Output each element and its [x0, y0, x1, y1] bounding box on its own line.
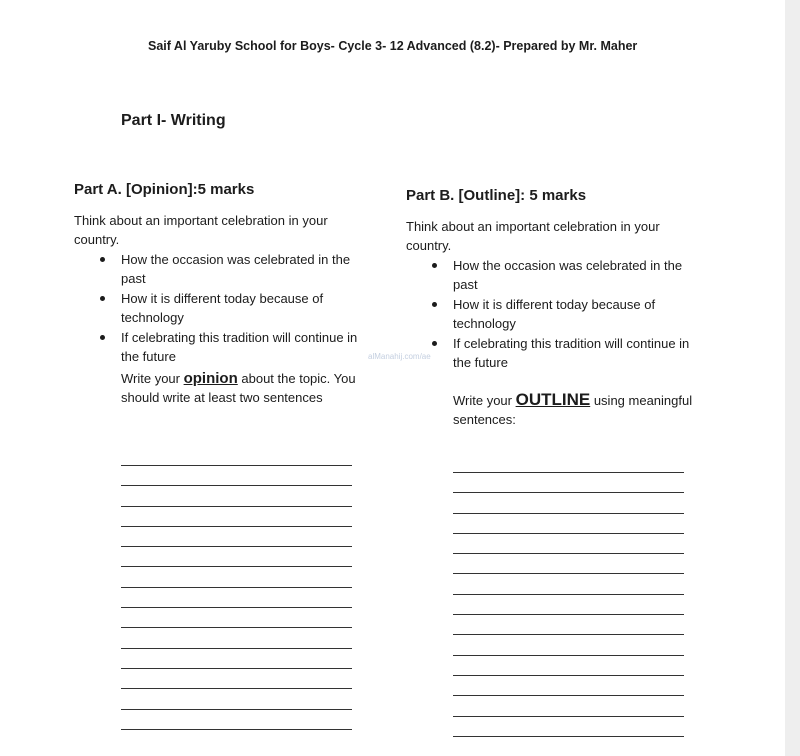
part-b-section — [406, 186, 706, 430]
part-a-title: Part A. [Opinion]:5 marks — [74, 181, 255, 198]
writing-line[interactable] — [121, 485, 352, 505]
writing-line[interactable] — [121, 546, 352, 566]
writing-line[interactable] — [453, 634, 684, 654]
writing-line[interactable] — [453, 736, 684, 756]
writing-line[interactable] — [453, 655, 684, 675]
writing-line[interactable] — [453, 553, 684, 573]
part-a-bullet: How it is different today because of technology — [121, 289, 364, 328]
part-a-bullet: How the occasion was celebrated in the past — [121, 250, 364, 289]
part-b-intro: Think about an important celebration in your country. — [406, 218, 660, 253]
part-b-writing-lines — [453, 472, 684, 756]
writing-line[interactable] — [453, 533, 684, 553]
writing-line[interactable] — [121, 566, 352, 586]
writing-line[interactable] — [453, 695, 684, 715]
writing-line[interactable] — [121, 587, 352, 607]
part-title: Part I- Writing — [121, 112, 226, 129]
part-a-bullet-list — [74, 250, 364, 367]
part-a-instruction-start: Write your — [121, 370, 184, 386]
writing-line[interactable] — [121, 506, 352, 526]
writing-line[interactable] — [121, 668, 352, 688]
watermark: alManahij.com/ae — [368, 352, 431, 361]
writing-line[interactable] — [121, 526, 352, 546]
part-a-keyword: opinion — [183, 369, 238, 387]
part-b-title: Part B. [Outline]: 5 marks — [406, 187, 587, 204]
writing-line[interactable] — [453, 472, 684, 492]
part-b-instruction-start: Write your — [453, 392, 516, 408]
writing-line[interactable] — [453, 614, 684, 634]
writing-line[interactable] — [121, 729, 352, 749]
writing-line[interactable] — [453, 492, 684, 512]
part-b-instruction — [453, 390, 706, 430]
part-b-bullet: How it is different today because of technology — [453, 295, 706, 334]
part-a-instruction-end: about the topic. You should write at least two sentences — [121, 370, 356, 405]
writing-line[interactable] — [453, 513, 684, 533]
part-a-intro: Think about an important celebration in your country. — [74, 212, 328, 247]
writing-line[interactable] — [121, 648, 352, 668]
document-header: Saif Al Yaruby School for Boys- Cycle 3- 12 Advanced (8.2)- Prepared by Mr. Maher — [148, 39, 638, 53]
scrollbar[interactable] — [785, 0, 800, 756]
part-a-section — [74, 180, 364, 408]
writing-line[interactable] — [121, 627, 352, 647]
writing-line[interactable] — [453, 675, 684, 695]
writing-line[interactable] — [453, 594, 684, 614]
writing-line[interactable] — [121, 465, 352, 485]
part-b-bullet-list — [406, 256, 706, 373]
writing-line[interactable] — [453, 716, 684, 736]
part-b-instruction-end: using meaningful sentences: — [453, 392, 693, 427]
writing-line[interactable] — [121, 607, 352, 627]
writing-line[interactable] — [453, 573, 684, 593]
writing-line[interactable] — [121, 709, 352, 729]
part-b-keyword: OUTLINE — [515, 389, 591, 409]
part-a-instruction — [121, 369, 364, 408]
writing-line[interactable] — [121, 688, 352, 708]
part-a-bullet: If celebrating this tradition will continue in the future — [121, 328, 364, 367]
part-b-bullet: How the occasion was celebrated in the past — [453, 256, 706, 295]
part-b-bullet: If celebrating this tradition will continue in the future — [453, 334, 706, 373]
part-a-writing-lines — [121, 465, 352, 749]
